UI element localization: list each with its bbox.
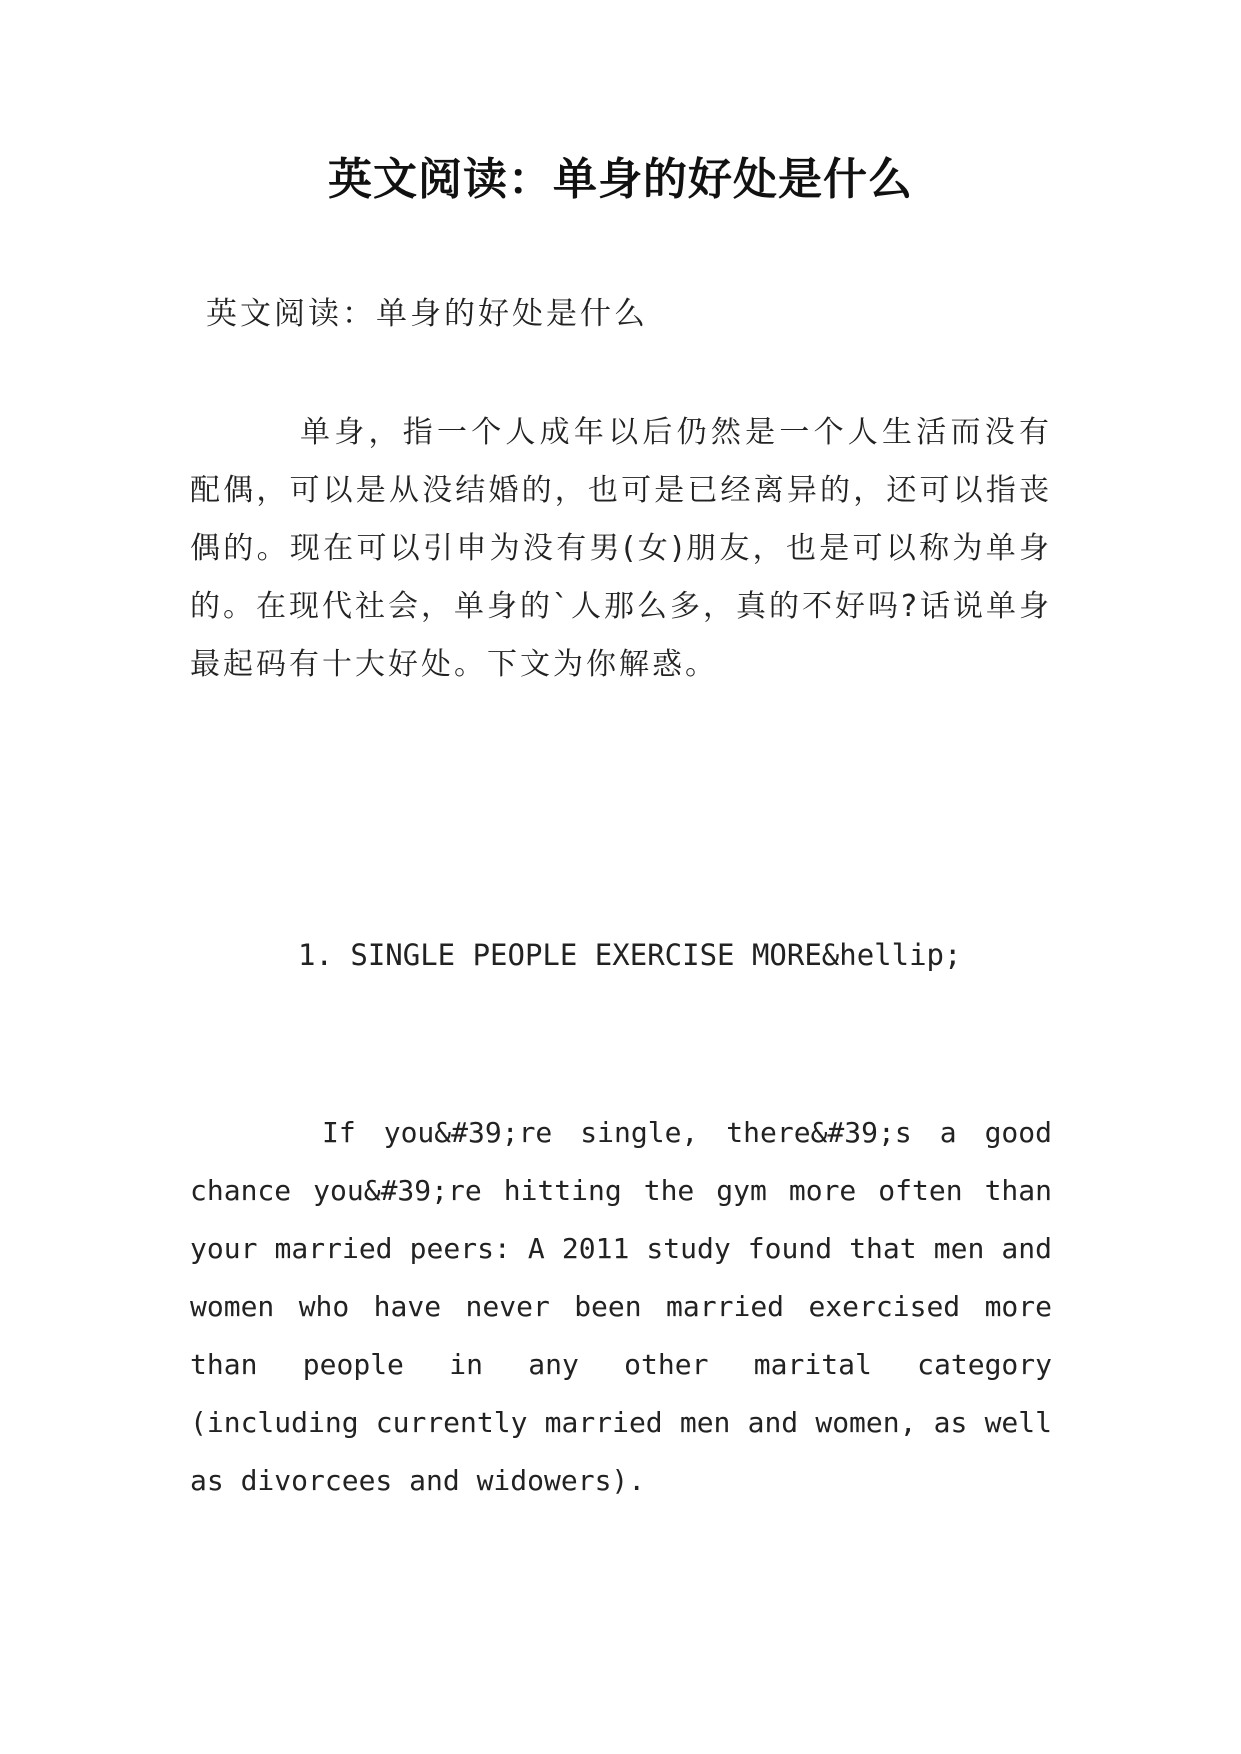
document-subtitle: 英文阅读：单身的好处是什么	[206, 296, 648, 332]
section-heading: 1. SINGLE PEOPLE EXERCISE MORE&hellip;	[298, 938, 962, 972]
section-paragraph: If you&#39;re single, there&#39;s a good chance you&#39;re hitting the gym more often than your married peers: A 2011 study found that men and women who have never been married exercised more than people in any other marital category (including currently married men and women, as well as divorcees and widowers).	[190, 1116, 1052, 1497]
intro-paragraph: 单身，指一个人成年以后仍然是一个人生活而没有配偶，可以是从没结婚的，也可是已经离异的，还可以指丧偶的。现在可以引申为没有男(女)朋友，也是可以称为单身的。在现代社会，单身的`人那么多，真的不好吗?话说单身最起码有十大好处。下文为你解惑。	[190, 415, 1052, 682]
document-title: 英文阅读：单身的好处是什么	[328, 154, 913, 205]
